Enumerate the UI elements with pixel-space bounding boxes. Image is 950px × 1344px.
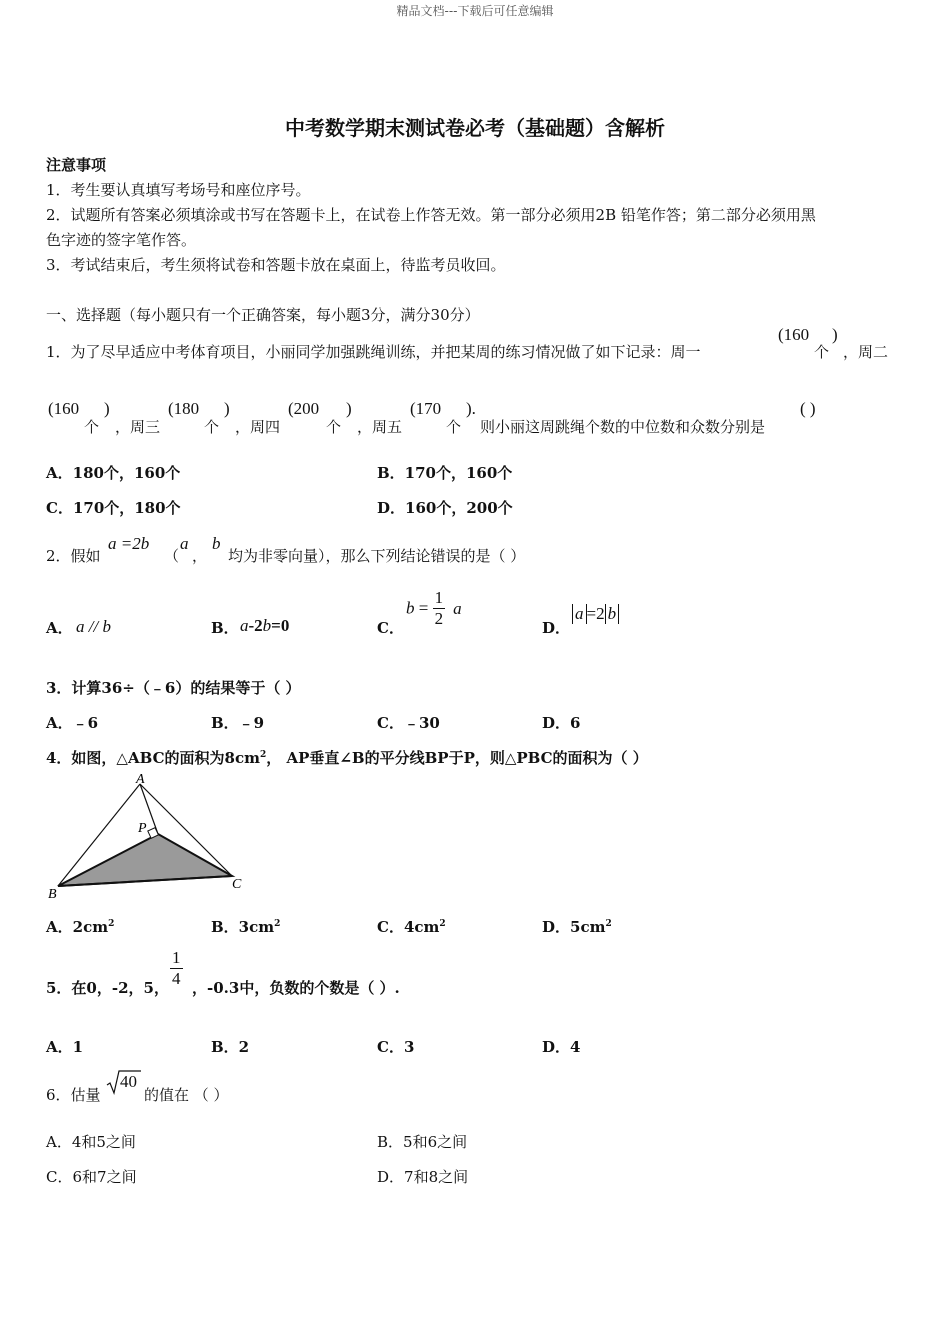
q2-text: 均为非零向量），那么下列结论错误的是（ ） (228, 547, 526, 565)
q2-option-c-b: b (406, 598, 415, 618)
q3-option-d: D．6 (542, 714, 581, 732)
q2-option-c: C． (377, 619, 404, 637)
q1-unit: 个 (814, 343, 830, 361)
q5-text: ，-0.3中，负数的个数是（ ）. (192, 979, 400, 997)
q2-option-d-abs-b: b (605, 604, 620, 624)
q1-day: ，周五 (357, 418, 403, 436)
q1-option-d: D．160个，200个 (377, 499, 513, 517)
q6-radicand: 40 (120, 1072, 137, 1091)
q2-option-d-eq: =2 (586, 604, 605, 623)
q4-option-a-label: A．2cm (46, 918, 109, 936)
q1-text: 则小丽这周跳绳个数的中位数和众数分别是 (480, 418, 766, 436)
q1-value: (180 (168, 399, 200, 418)
q4-option-d-sup: 2 (605, 919, 612, 929)
q1-option-b: B．170个，160个 (377, 464, 513, 482)
q5-text: 5．在0，-2，5， (46, 979, 169, 997)
notice-item: 2．试题所有答案必须填涂或书写在答题卡上，在试卷上作答无效。第一部分必须用2B 铅笔作答；第二部分必须用黑 (46, 206, 816, 224)
q1-unit: 个 (204, 418, 220, 436)
q1-close: ) (832, 325, 838, 344)
q4-text (46, 747, 648, 768)
page-title: 中考数学期末测试卷必考（基础题）含解析 (285, 116, 665, 140)
q1-text: 1．为了尽早适应中考体育项目，小丽同学加强跳绳训练，并把某周的练习情况做了如下记录：周一 (46, 343, 701, 361)
q4-text-b: ， AP垂直∠B的平分线BP于P，则△PBC的面积为（ ） (266, 749, 648, 767)
q6-text: 6．估量 (46, 1086, 101, 1104)
q1-value: (170 (410, 399, 442, 418)
q1-answer-bracket: ( ) (800, 399, 816, 418)
q6-option-d: D．7和8之间 (377, 1168, 469, 1186)
triangle-figure (44, 772, 254, 904)
q3-option-c: C．﹣30 (377, 714, 440, 732)
q4-option-c (377, 916, 446, 937)
q3-text: 3．计算36÷（﹣6）的结果等于（ ） (46, 679, 301, 697)
q2-option-c-math (406, 588, 462, 629)
q1-value: (160 (778, 325, 810, 344)
q2-option-b: B． (211, 619, 239, 637)
q2-option-b-end: =0 (271, 616, 290, 635)
q5-option-c: C．3 (377, 1038, 415, 1056)
q1-unit: 个 (84, 418, 100, 436)
q5-option-d: D．4 (542, 1038, 581, 1056)
q2-option-d-math (572, 604, 619, 624)
fraction-numerator: 1 (434, 588, 444, 607)
q2-option-a: A． (46, 619, 73, 637)
q2-vector-b: b (212, 534, 221, 553)
q4-option-a-sup: 2 (108, 919, 115, 929)
notice-heading: 注意事项 (46, 156, 107, 174)
q2-equation: a =2b (108, 534, 150, 553)
vertex-b-label: B (48, 887, 57, 902)
q3-option-b: B．﹣9 (211, 714, 265, 732)
q1-day: ，周二 (843, 343, 889, 361)
q4-option-c-label: C．4cm (377, 918, 440, 936)
q4-superscript: 2 (259, 750, 267, 760)
q2-option-b-minus: -2 (248, 616, 263, 635)
q4-option-b-label: B．3cm (211, 918, 275, 936)
fraction-denominator: 2 (434, 609, 444, 628)
q4-option-a (46, 916, 114, 937)
q2-paren: （ (164, 547, 180, 565)
q2-option-d: D． (542, 619, 571, 637)
q5-option-b: B．2 (211, 1038, 250, 1056)
q1-close: ). (466, 399, 476, 418)
q2-option-b-b: b (262, 616, 272, 635)
q5-fraction (170, 948, 183, 989)
q2-option-a-math: a // b (76, 617, 111, 636)
vertex-a-label: A (136, 772, 145, 787)
q1-option-c: C．170个，180个 (46, 499, 181, 517)
fraction-denominator: 4 (172, 969, 181, 988)
q1-day: ，周四 (235, 418, 281, 436)
q2-option-d-abs-a: a (572, 604, 587, 624)
q1-close: ) (224, 399, 230, 418)
notice-item: 3．考试结束后，考生须将试卷和答题卡放在桌面上，待监考员收回。 (46, 256, 506, 274)
q1-close: ) (104, 399, 110, 418)
q1-unit: 个 (446, 418, 462, 436)
q5-option-a: A．1 (46, 1038, 84, 1056)
q4-text-a: 4．如图，△ABC的面积为8cm (46, 749, 260, 767)
vertex-p-label: P (138, 821, 147, 836)
notice-item: 色字迹的签字笔作答。 (46, 231, 197, 249)
page-header: 精品文档---下载后可任意编辑 (396, 4, 554, 18)
q4-option-b-sup: 2 (274, 919, 281, 929)
q6-option-c: C．6和7之间 (46, 1168, 137, 1186)
q6-option-b: B．5和6之间 (377, 1133, 468, 1151)
q2-option-c-eq: = (414, 598, 433, 618)
vertex-c-label: C (232, 877, 242, 892)
q4-option-d (542, 916, 612, 937)
fraction-numerator: 1 (172, 948, 181, 967)
section-heading: 一、选择题（每小题只有一个正确答案，每小题3分，满分30分） (46, 306, 480, 324)
q6-option-a: A．4和5之间 (46, 1133, 136, 1151)
q1-day: ，周三 (115, 418, 161, 436)
q2-option-c-a: a (453, 598, 462, 618)
q6-text: 的值在 （ ） (144, 1086, 229, 1104)
q4-option-d-label: D．5cm (542, 918, 606, 936)
q2-comma: ， (192, 547, 208, 565)
q1-option-a: A．180个，160个 (46, 464, 181, 482)
q2-option-b-math (240, 616, 289, 636)
q4-option-b (211, 916, 280, 937)
q1-close: ) (346, 399, 352, 418)
notice-item: 1．考生要认真填写考场号和座位序号。 (46, 181, 311, 199)
q2-text: 2．假如 (46, 547, 101, 565)
q2-option-b-a: a (240, 616, 249, 635)
q1-unit: 个 (326, 418, 342, 436)
q4-option-c-sup: 2 (439, 919, 446, 929)
q1-value: (200 (288, 399, 320, 418)
q3-option-a: A．﹣6 (46, 714, 99, 732)
q2-option-c-fraction (433, 588, 446, 629)
q1-value: (160 (48, 399, 80, 418)
q2-vector-a: a (180, 534, 189, 553)
